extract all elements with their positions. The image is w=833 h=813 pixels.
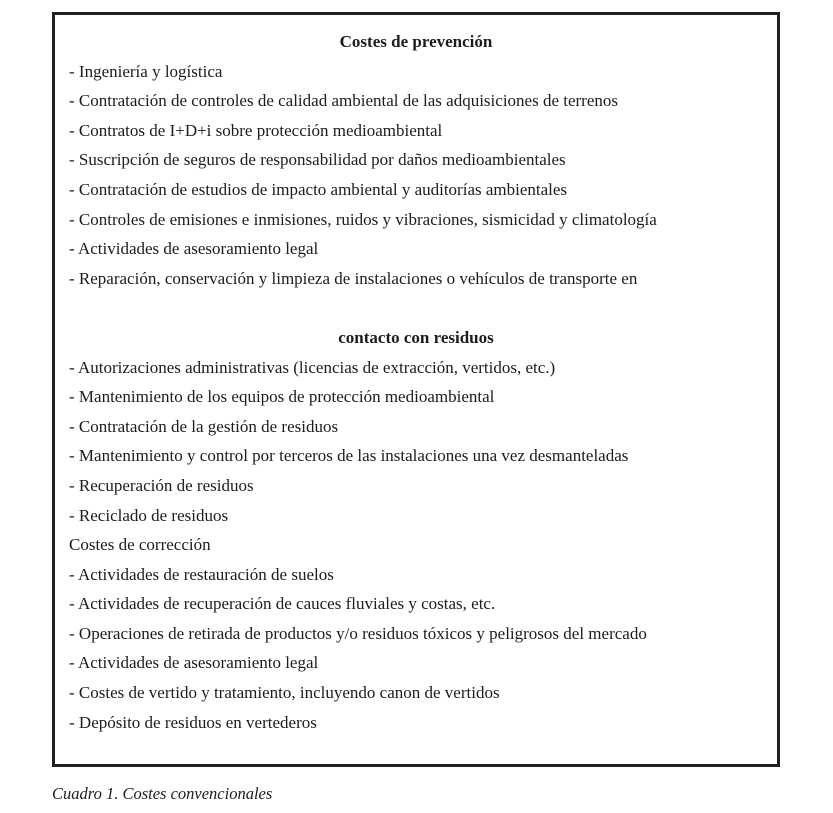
correction-item: - Actividades de asesoramiento legal	[69, 653, 319, 673]
residuos-item: - Mantenimiento y control por terceros de las instalaciones una vez desmanteladas	[69, 446, 629, 466]
prevention-item: - Contratos de I+D+i sobre protección medioambiental	[69, 120, 443, 140]
prevention-item: - Suscripción de seguros de responsabilidad por daños medioambientales	[69, 150, 566, 170]
prevention-item: - Contratación de controles de calidad ambiental de las adquisiciones de terrenos	[69, 91, 618, 111]
correction-item: - Actividades de recuperación de cauces fluviales y costas, etc.	[69, 594, 496, 614]
blank-line	[69, 293, 763, 323]
prevention-item: - Contratación de estudios de impacto ambiental y auditorías ambientales	[69, 179, 568, 199]
correction-item: - Actividades de restauración de suelos	[69, 564, 334, 584]
table-caption: Cuadro 1. Costes convencionales	[52, 784, 273, 803]
heading-contacto-con-residuos: contacto con residuos	[338, 327, 494, 347]
correction-item: - Operaciones de retirada de productos y/o residuos tóxicos y peligrosos del mercado	[69, 623, 647, 643]
prevention-item: - Actividades de asesoramiento legal	[69, 239, 319, 259]
heading-costes-de-prevencion: Costes de prevención	[339, 32, 493, 51]
subheading-costes-de-correccion: Costes de corrección	[69, 535, 211, 555]
residuos-item: - Contratación de la gestión de residuos	[69, 416, 339, 436]
residuos-item: - Mantenimiento de los equipos de protección medioambiental	[69, 387, 495, 407]
prevention-item: - Ingeniería y logística	[69, 61, 223, 81]
correction-item: - Costes de vertido y tratamiento, incluyendo canon de vertidos	[69, 683, 500, 703]
residuos-item: - Recuperación de residuos	[69, 475, 254, 495]
prevention-item: - Reparación, conservación y limpieza de instalaciones o vehículos de transporte en	[69, 268, 638, 288]
residuos-item: - Reciclado de residuos	[69, 505, 229, 525]
prevention-item: - Controles de emisiones e inmisiones, ruidos y vibraciones, sismicidad y climatología	[69, 209, 657, 229]
conventional-costs-table	[52, 12, 780, 767]
residuos-item: - Autorizaciones administrativas (licencias de extracción, vertidos, etc.)	[69, 357, 556, 377]
correction-item: - Depósito de residuos en vertederos	[69, 712, 317, 732]
